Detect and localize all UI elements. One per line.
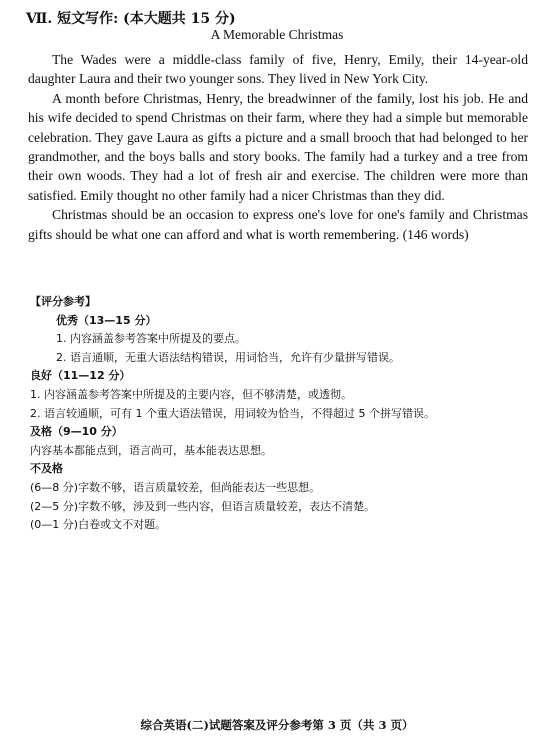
grade-excellent-item-2: 2. 语言通顺，无重大语法结构错误，用词恰当，允许有少量拼写错误。 <box>56 350 400 364</box>
page-footer: 综合英语(二)试题答案及评分参考第 3 页（共 3 页） <box>140 718 414 732</box>
grade-good-item-2: 2. 语言较通顺，可有 1 个重大语法错误，用词较为恰当，不得超过 5 个拼写错误。 <box>30 406 435 420</box>
rubric-heading: 【评分参考】 <box>30 295 96 308</box>
essay-title: A Memorable Christmas <box>210 27 344 42</box>
grade-fail-item-2: (2—5 分)字数不够，涉及到一些内容，但语言质量较差，表达不清楚。 <box>30 499 376 513</box>
grade-good-label: 良好（11—12 分） <box>30 369 131 383</box>
grade-fail-label: 不及格 <box>30 462 63 476</box>
grade-pass-label: 及格（9—10 分） <box>30 425 123 439</box>
grade-excellent-label: 优秀（13—15 分） <box>56 313 157 327</box>
scoring-rubric <box>30 293 530 535</box>
grade-excellent-item-1: 1. 内容涵盖参考答案中所提及的要点。 <box>56 332 246 346</box>
grade-pass-text: 内容基本都能点到，语言尚可，基本能表达思想。 <box>30 443 272 457</box>
section-heading: Ⅶ. 短文写作: (本大题共 15 分) <box>26 11 236 27</box>
essay-paragraph-3: Christmas should be an occasion to express one's love for one's family and Christmas gifts should be what one can afford and what is worth remembering. (146 words) <box>28 207 528 242</box>
grade-fail-item-3: (0—1 分)白卷或文不对题。 <box>30 518 167 532</box>
grade-good-item-1: 1. 内容涵盖参考答案中所提及的主要内容，但不够清楚，或透彻。 <box>30 387 352 401</box>
grade-fail-item-1: (6—8 分)字数不够，语言质量较差，但尚能表达一些思想。 <box>30 480 321 494</box>
essay-paragraph-2: A month before Christmas, Henry, the breadwinner of the family, lost his job. He and his wife decided to spend Christmas on their farm, where they had a simple but memorable celebration. They gave Laura as gifts a picture and a small brooch that had belonged to her grandmother, and the boys balls and story books. The family had a turkey and a tree from their own woods. They had a lot of fresh air and exercise. The children were more than satisfied. Emily thought no other family had a nicer Christmas than they did. <box>28 90 528 203</box>
model-essay <box>28 50 528 244</box>
essay-paragraph-1: The Wades were a middle-class family of five, Henry, Emily, their 14-year-old daughter Laura and their two younger sons. They lived in New York City. <box>28 52 528 87</box>
